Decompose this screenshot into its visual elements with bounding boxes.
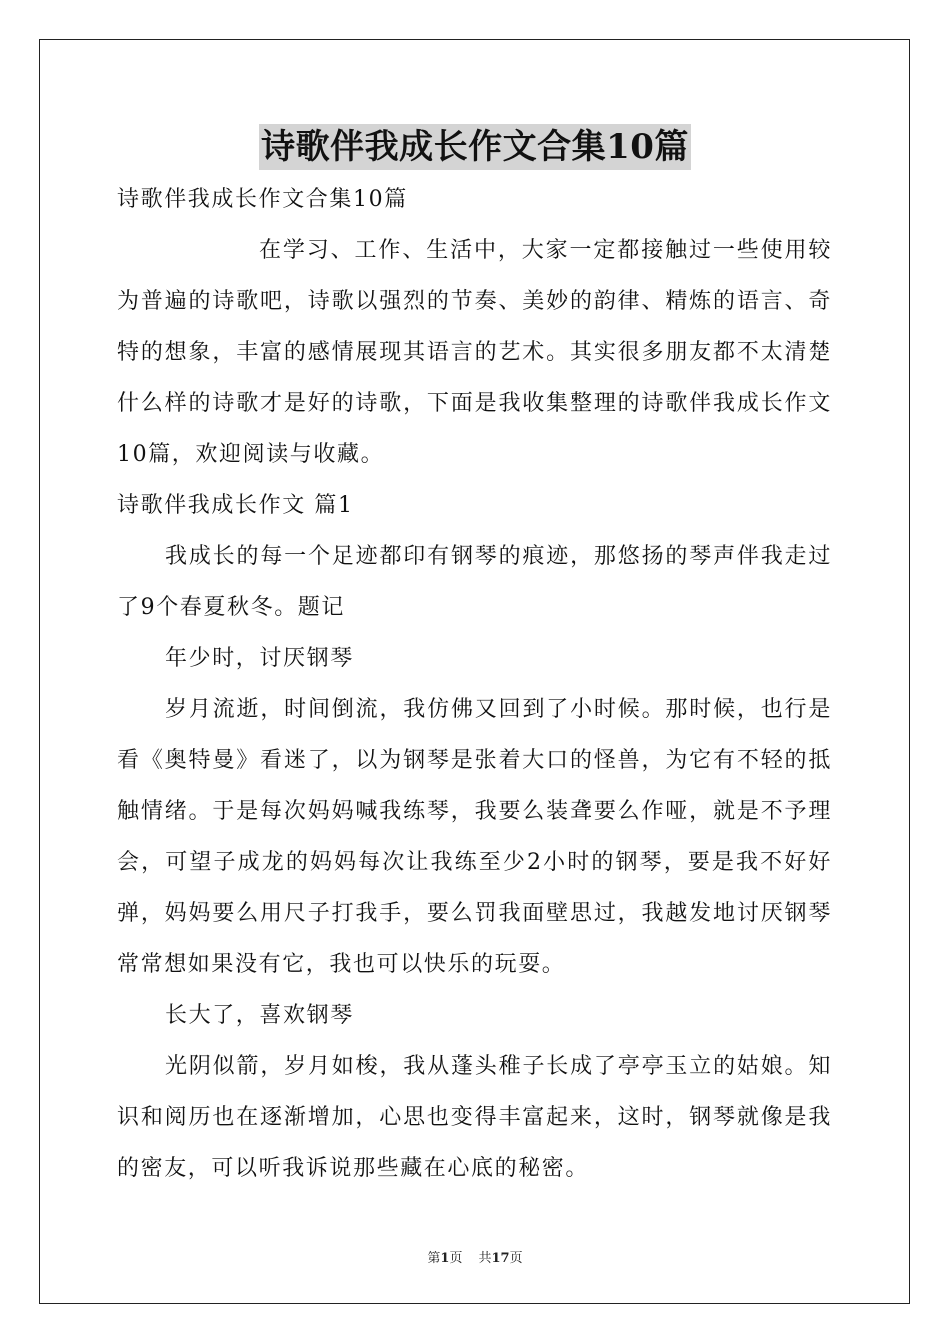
page-current: 1 xyxy=(440,1251,450,1266)
page-unit: 页 xyxy=(449,1251,463,1266)
body-paragraph: 我成长的每一个足迹都印有钢琴的痕迹，那悠扬的琴声伴我走过了9个春夏秋冬。题记 xyxy=(117,544,832,620)
page-prefix: 第 xyxy=(427,1251,441,1266)
total-prefix: 共 xyxy=(478,1251,492,1266)
page-total: 17 xyxy=(491,1251,510,1266)
body-paragraph: 光阴似箭，岁月如梭，我从蓬头稚子长成了亭亭玉立的姑娘。知识和阅历也在逐渐增加，心思也变得丰富起来，这时，钢琴就像是我的密友，可以听我诉说那些藏在心底的秘密。 xyxy=(117,1054,832,1181)
total-unit: 页 xyxy=(509,1251,523,1266)
section-heading: 诗歌伴我成长作文 篇1 xyxy=(117,493,354,518)
intro-paragraph: 在学习、工作、生活中，大家一定都接触过一些使用较为普遍的诗歌吧，诗歌以强烈的节奏、美妙的韵律、精炼的语言、奇特的想象，丰富的感情展现其语言的艺术。其实很多朋友都不太清楚什么样的诗歌才是好的诗歌，下面是我收集整理的诗歌伴我成长作文10篇，欢迎阅读与收藏。 xyxy=(117,238,832,467)
body-paragraph: 岁月流逝，时间倒流，我仿佛又回到了小时候。那时候，也行是看《奥特曼》看迷了，以为钢琴是张着大口的怪兽，为它有不轻的抵触情绪。于是每次妈妈喊我练琴，我要么装聋要么作哑，就是不予理会，可望子成龙的妈妈每次让我练至少2小时的钢琴，要是我不好好弹，妈妈要么用尺子打我手，要么罚我面壁思过，我越发地讨厌钢琴常常想如果没有它，我也可以快乐的玩耍。 xyxy=(117,697,832,977)
page-footer xyxy=(0,1247,950,1266)
document-body xyxy=(117,174,832,1194)
subtitle-line: 诗歌伴我成长作文合集10篇 xyxy=(117,187,408,212)
title-container xyxy=(0,124,950,170)
sub-heading: 年少时，讨厌钢琴 xyxy=(165,646,354,671)
document-title: 诗歌伴我成长作文合集10篇 xyxy=(259,124,691,170)
sub-heading: 长大了，喜欢钢琴 xyxy=(165,1003,354,1028)
